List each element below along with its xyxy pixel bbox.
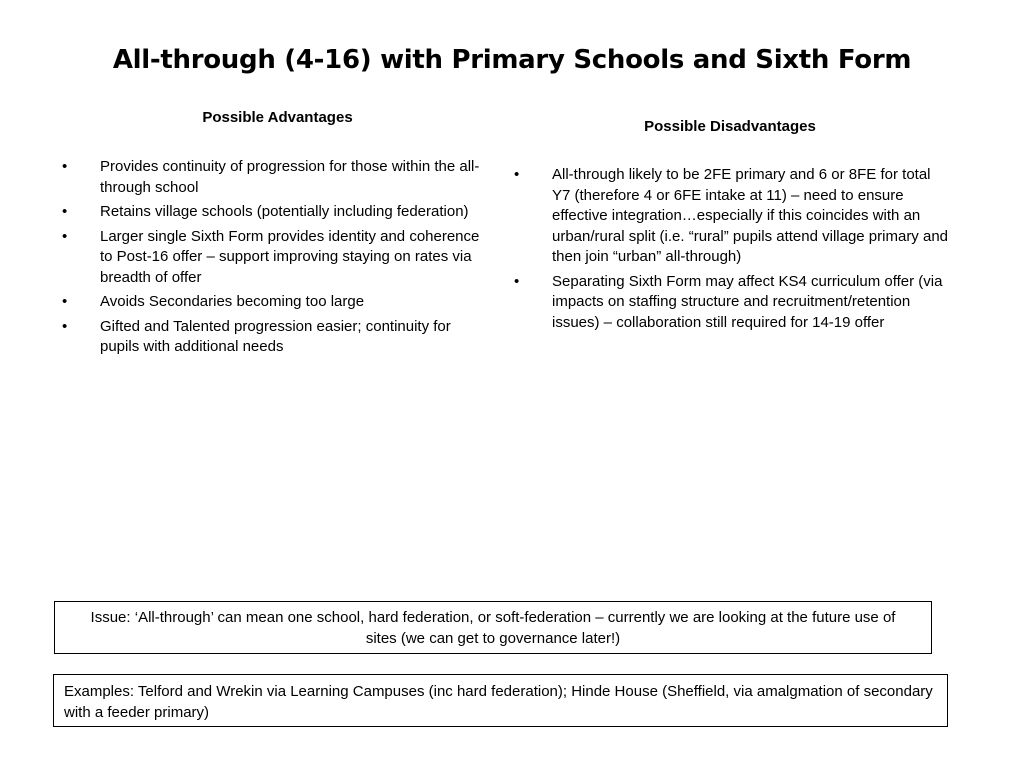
bullet-icon: • (62, 158, 68, 175)
advantages-heading: Possible Advantages (202, 109, 353, 126)
examples-box: Examples: Telford and Wrekin via Learning Campuses (inc hard federation); Hinde House (Sheffield, via amalgmation of secondary with a feeder primary) (53, 674, 948, 727)
list-item (60, 157, 480, 198)
disadvantages-list (512, 165, 952, 337)
issue-box: Issue: ‘All-through’ can mean one school, hard federation, or soft-federation – currently we are looking at the future use of sites (we can get to governance later!) (54, 601, 932, 654)
bullet-icon: • (514, 166, 520, 183)
bullet-icon: • (62, 227, 68, 245)
list-item-text: Larger single Sixth Form provides identity and coherence to Post-16 offer – support improving staying on rates via breadth of offer (100, 227, 480, 286)
list-item-text: Retains village schools (potentially including federation) (100, 203, 469, 220)
list-item (60, 227, 480, 289)
slide-title: All-through (4-16) with Primary Schools and Sixth Form (112, 45, 912, 75)
advantages-list (60, 157, 480, 362)
list-item-text: Gifted and Talented progression easier; continuity for pupils with additional needs (100, 317, 451, 355)
bullet-icon: • (62, 203, 68, 220)
list-item-text: Avoids Secondaries becoming too large (100, 293, 365, 310)
bullet-icon: • (514, 272, 520, 290)
bullet-icon: • (62, 317, 68, 335)
list-item-text: Provides continuity of progression for those within the all-through school (100, 158, 480, 196)
bullet-icon: • (62, 293, 68, 310)
list-item (512, 272, 952, 334)
list-item (60, 317, 480, 358)
list-item-text: Separating Sixth Form may affect KS4 curriculum offer (via impacts on staffing structure and recruitment/retention issues) – collaboration still required for 14-19 offer (552, 272, 943, 331)
list-item-text: All-through likely to be 2FE primary and 6 or 8FE for total Y7 (therefore 4 or 6FE intake at 11) – need to ensure effective integration…especially if this coincides with an urban/rural split (i.e. “rural” pupils attend village primary and then join “urban” all-through) (552, 166, 949, 265)
list-item (512, 165, 952, 268)
list-item (60, 202, 480, 223)
list-item (60, 292, 480, 313)
disadvantages-heading: Possible Disadvantages (644, 118, 816, 135)
